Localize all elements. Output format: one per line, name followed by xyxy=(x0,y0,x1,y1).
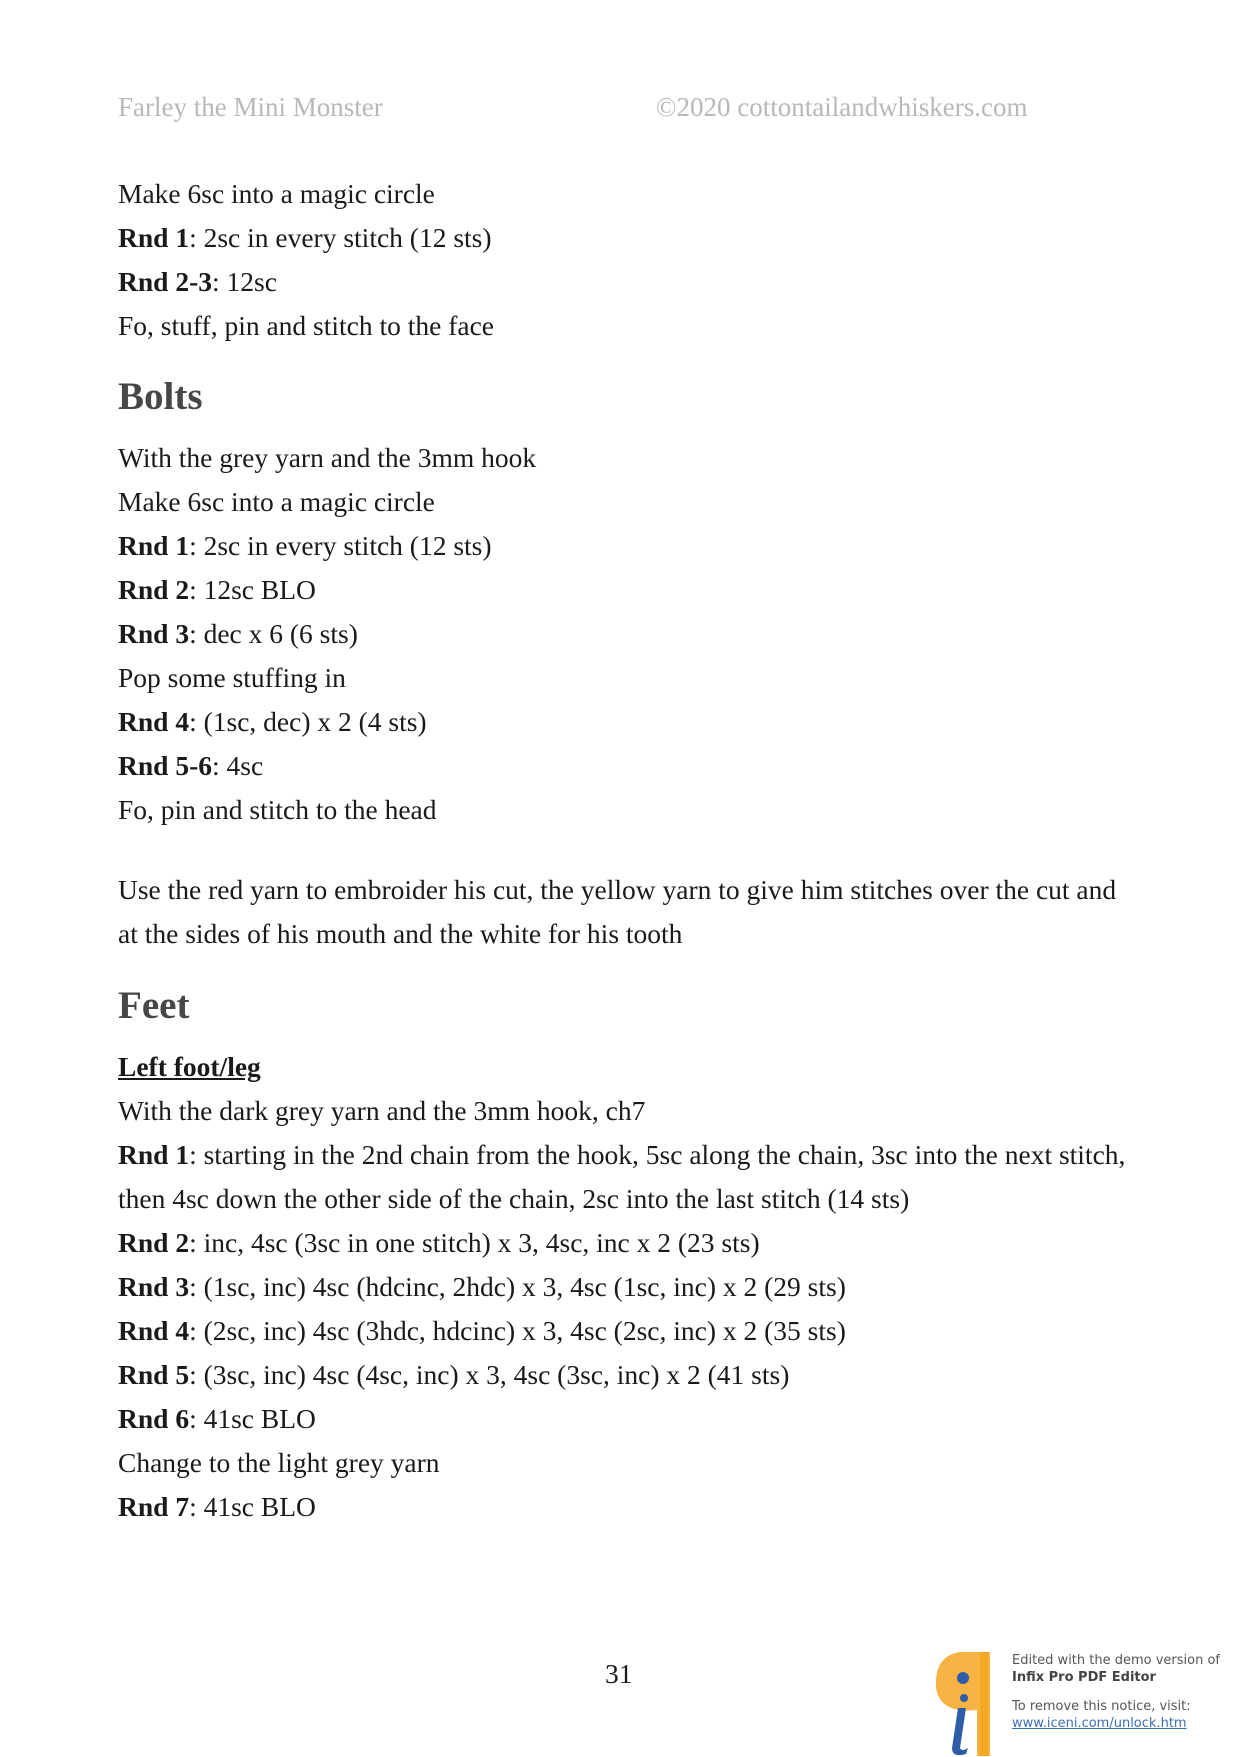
bolts-heading: Bolts xyxy=(118,375,203,418)
round-label: Rnd 1 xyxy=(118,1139,190,1170)
watermark-line-3: To remove this notice, visit: xyxy=(1012,1699,1191,1714)
round-instruction xyxy=(118,1221,1128,1265)
line-text: With the dark grey yarn and the 3mm hook, ch7 xyxy=(118,1095,646,1126)
round-instruction xyxy=(118,1265,1128,1309)
line-text: Make 6sc into a magic circle xyxy=(118,178,435,209)
line-text: : inc, 4sc (3sc in one stitch) x 3, 4sc, inc x 2 (23 sts) xyxy=(189,1227,760,1258)
feet-rounds xyxy=(118,1221,1128,1529)
line-text: : 41sc BLO xyxy=(189,1403,316,1434)
unlock-link[interactable]: www.iceni.com/unlock.htm xyxy=(1012,1716,1187,1731)
line-text: : (1sc, inc) 4sc (hdcinc, 2hdc) x 3, 4sc (1sc, inc) x 2 (29 sts) xyxy=(189,1271,846,1302)
round-instruction xyxy=(118,216,1128,260)
round-label: Rnd 2-3 xyxy=(118,266,212,297)
feet-heading: Feet xyxy=(118,984,190,1027)
line-text: : 2sc in every stitch (12 sts) xyxy=(189,222,492,253)
line-text: Pop some stuffing in xyxy=(118,662,346,693)
instruction-line xyxy=(118,480,1128,524)
instruction-line xyxy=(118,1089,1128,1133)
line-text: With the grey yarn and the 3mm hook xyxy=(118,442,537,473)
line-text: : 4sc xyxy=(211,750,264,781)
round-label: Rnd 1 xyxy=(118,530,190,561)
page-content xyxy=(118,172,1128,1529)
round-instruction xyxy=(118,524,1128,568)
round-instruction xyxy=(118,1353,1128,1397)
watermark-line-1: Edited with the demo version of xyxy=(1012,1653,1221,1668)
line-text: Change to the light grey yarn xyxy=(118,1447,440,1478)
round-instruction xyxy=(118,1397,1128,1441)
infix-logo-icon xyxy=(930,1648,1005,1757)
round-label: Rnd 3 xyxy=(118,1271,190,1302)
embroidery-note: Use the red yarn to embroider his cut, the yellow yarn to give him stitches over the cut and at the sides of his mouth and the white for his tooth xyxy=(118,874,1117,949)
line-text: : (3sc, inc) 4sc (4sc, inc) x 3, 4sc (3sc, inc) x 2 (41 sts) xyxy=(189,1359,790,1390)
round-label: Rnd 5 xyxy=(118,1359,190,1390)
instruction-line xyxy=(118,788,1128,832)
page-number: 31 xyxy=(605,1658,633,1689)
round-label: Rnd 7 xyxy=(118,1491,190,1522)
line-text: Make 6sc into a magic circle xyxy=(118,486,435,517)
instruction-line xyxy=(118,436,1128,480)
line-text: : 12sc xyxy=(211,266,277,297)
copyright-notice: ©2020 cottontailandwhiskers.com xyxy=(656,92,1028,122)
round-label: Rnd 3 xyxy=(118,618,190,649)
watermark-line-2: Infix Pro PDF Editor xyxy=(1012,1670,1156,1685)
line-text: : 12sc BLO xyxy=(189,574,316,605)
instruction-line xyxy=(118,304,1128,348)
line-text: : 2sc in every stitch (12 sts) xyxy=(189,530,492,561)
round-label: Rnd 1 xyxy=(118,222,190,253)
document-title: Farley the Mini Monster xyxy=(118,92,383,122)
line-text: : (1sc, dec) x 2 (4 sts) xyxy=(189,706,427,737)
round-instruction xyxy=(118,744,1128,788)
watermark-text xyxy=(1012,1652,1220,1732)
round-instruction xyxy=(118,612,1128,656)
round-text: : starting in the 2nd chain from the hook, 5sc along the chain, 3sc into the next stitch, then 4sc down the other side of the chain, 2sc into the last stitch (14 sts) xyxy=(118,1139,1126,1214)
round-label: Rnd 2 xyxy=(118,574,190,605)
instruction-line xyxy=(118,1441,1128,1485)
left-foot-subheading: Left foot/leg xyxy=(118,1051,261,1082)
round-instruction xyxy=(118,1485,1128,1529)
round-instruction xyxy=(118,1309,1128,1353)
round-label: Rnd 4 xyxy=(118,706,190,737)
bolts-section xyxy=(118,436,1128,832)
round-instruction xyxy=(118,568,1128,612)
round-label: Rnd 5-6 xyxy=(118,750,212,781)
round-1-instruction xyxy=(118,1133,1128,1221)
instruction-line xyxy=(118,656,1128,700)
intro-section xyxy=(118,172,1128,348)
feet-section xyxy=(118,1089,1128,1133)
round-label: Rnd 4 xyxy=(118,1315,190,1346)
line-text: : (2sc, inc) 4sc (3hdc, hdcinc) x 3, 4sc (2sc, inc) x 2 (35 sts) xyxy=(189,1315,846,1346)
round-instruction xyxy=(118,260,1128,304)
round-instruction xyxy=(118,700,1128,744)
instruction-line xyxy=(118,172,1128,216)
round-label: Rnd 6 xyxy=(118,1403,190,1434)
line-text: Fo, pin and stitch to the head xyxy=(118,794,437,825)
line-text: : dec x 6 (6 sts) xyxy=(189,618,358,649)
line-text: : 41sc BLO xyxy=(189,1491,316,1522)
round-label: Rnd 2 xyxy=(118,1227,190,1258)
infix-watermark xyxy=(930,1648,1230,1757)
line-text: Fo, stuff, pin and stitch to the face xyxy=(118,310,495,341)
